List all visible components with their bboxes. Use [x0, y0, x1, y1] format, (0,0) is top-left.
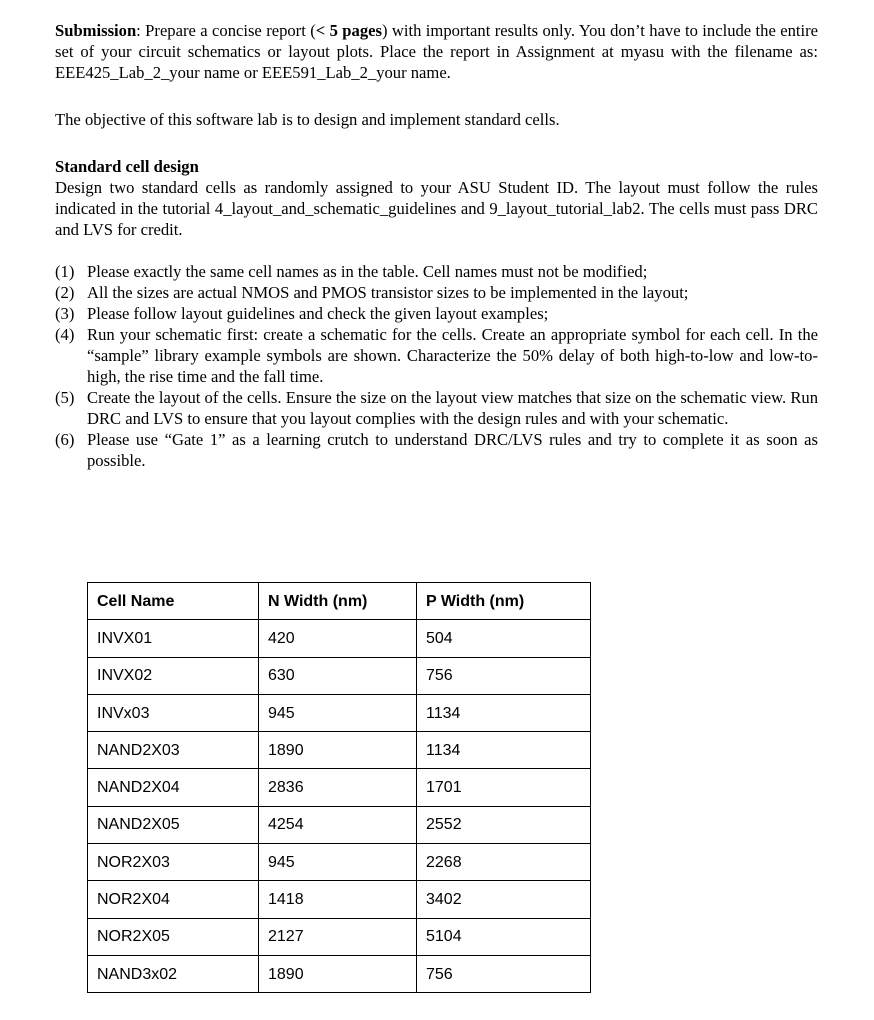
- table-row: [88, 918, 591, 955]
- cell-name-cell: NAND2X04: [88, 769, 259, 806]
- table-row: [88, 694, 591, 731]
- list-item: [55, 429, 818, 471]
- p-width-cell: 3402: [417, 881, 591, 918]
- header-cell-name: Cell Name: [88, 583, 259, 620]
- item-number: (2): [55, 283, 75, 302]
- cell-name-cell: NOR2X04: [88, 881, 259, 918]
- cell-name-cell: INVx03: [88, 694, 259, 731]
- cell-name-cell: INVX02: [88, 657, 259, 694]
- cell-name-cell: INVX01: [88, 620, 259, 657]
- item-text: Run your schematic first: create a schematic for the cells. Create an appropriate symbol for each cell. In the “sample” library example symbols are shown. Characterize the 50% delay of both high-to-low and low-to-high, the rise time and the fall time.: [87, 325, 818, 386]
- header-p-width: P Width (nm): [417, 583, 591, 620]
- n-width-cell: 2836: [259, 769, 417, 806]
- list-item: [55, 282, 818, 303]
- n-width-cell: 420: [259, 620, 417, 657]
- submission-paragraph: [55, 20, 818, 83]
- cell-name-cell: NOR2X03: [88, 844, 259, 881]
- submission-text-a: : Prepare a concise report (: [136, 21, 316, 40]
- list-item: [55, 261, 818, 282]
- p-width-cell: 1701: [417, 769, 591, 806]
- item-text: Create the layout of the cells. Ensure the size on the layout view matches that size on the schematic view. Run DRC and LVS to ensure that you layout complies with the design rules and with your schematic.: [87, 388, 818, 428]
- n-width-cell: 1418: [259, 881, 417, 918]
- n-width-cell: 945: [259, 844, 417, 881]
- item-number: (1): [55, 262, 75, 281]
- table-row: [88, 881, 591, 918]
- objective-paragraph: The objective of this software lab is to design and implement standard cells.: [55, 110, 560, 129]
- page-limit: < 5 pages: [315, 21, 382, 40]
- section-heading: Standard cell design: [55, 157, 199, 176]
- list-item: [55, 303, 818, 324]
- p-width-cell: 756: [417, 657, 591, 694]
- table-row: [88, 955, 591, 992]
- table-row: [88, 657, 591, 694]
- list-item: [55, 324, 818, 387]
- section-body: Design two standard cells as randomly assigned to your ASU Student ID. The layout must follow the rules indicated in the tutorial 4_layout_and_schematic_guidelines and 9_layout_tutorial_lab2. The cells must pass DRC and LVS for credit.: [55, 178, 818, 239]
- cell-name-cell: NAND2X03: [88, 732, 259, 769]
- item-number: (3): [55, 304, 75, 323]
- header-n-width: N Width (nm): [259, 583, 417, 620]
- cell-name-cell: NOR2X05: [88, 918, 259, 955]
- submission-label: Submission: [55, 21, 137, 40]
- p-width-cell: 504: [417, 620, 591, 657]
- table-row: [88, 732, 591, 769]
- item-text: Please use “Gate 1” as a learning crutch to understand DRC/LVS rules and try to complete it as soon as possible.: [87, 430, 818, 470]
- item-number: (5): [55, 388, 75, 407]
- item-text: Please follow layout guidelines and check the given layout examples;: [87, 304, 549, 323]
- item-text: All the sizes are actual NMOS and PMOS transistor sizes to be implemented in the layout;: [87, 283, 689, 302]
- cell-size-table: [87, 582, 591, 993]
- table-row: [88, 620, 591, 657]
- document-page: [55, 20, 818, 471]
- n-width-cell: 945: [259, 694, 417, 731]
- cell-name-cell: NAND3x02: [88, 955, 259, 992]
- table-row: [88, 806, 591, 843]
- item-number: (4): [55, 325, 75, 344]
- cell-name-cell: NAND2X05: [88, 806, 259, 843]
- p-width-cell: 2552: [417, 806, 591, 843]
- p-width-cell: 1134: [417, 732, 591, 769]
- n-width-cell: 630: [259, 657, 417, 694]
- n-width-cell: 1890: [259, 955, 417, 992]
- table-header-row: [88, 583, 591, 620]
- list-item: [55, 387, 818, 429]
- p-width-cell: 1134: [417, 694, 591, 731]
- table-row: [88, 844, 591, 881]
- n-width-cell: 2127: [259, 918, 417, 955]
- item-number: (6): [55, 430, 75, 449]
- submission-text-b: ) with important results only. You don’t have to include the entire set of your circuit schematics or layout plots. Place the report in Assignment at myasu with the filename as: EEE425_Lab_2_your name or EEE591_Lab_2_your name.: [55, 21, 819, 82]
- n-width-cell: 4254: [259, 806, 417, 843]
- p-width-cell: 756: [417, 955, 591, 992]
- table-row: [88, 769, 591, 806]
- item-text: Please exactly the same cell names as in the table. Cell names must not be modified;: [87, 262, 648, 281]
- instruction-list: [55, 261, 818, 471]
- n-width-cell: 1890: [259, 732, 417, 769]
- p-width-cell: 5104: [417, 918, 591, 955]
- p-width-cell: 2268: [417, 844, 591, 881]
